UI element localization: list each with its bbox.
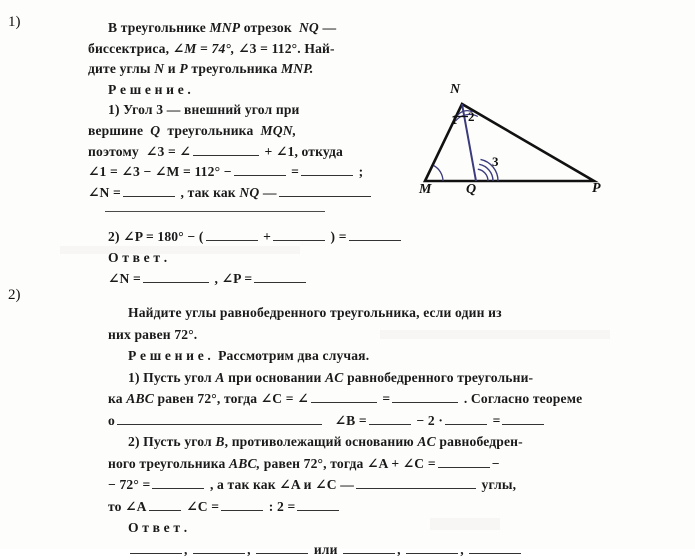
t1-l3-text-a: дите углы xyxy=(88,61,151,76)
t1-l10-close: ) = xyxy=(331,229,347,244)
t2-l5-text-b: равен 72°, тогда xyxy=(158,391,258,406)
vertex-label-m: M xyxy=(419,182,431,198)
t2-l9-angle-c: ∠C — xyxy=(315,477,354,492)
t2-l8-text-a: ного треугольника xyxy=(108,456,225,471)
t2-l6-o: о xyxy=(108,413,115,428)
t1-l3-i: и xyxy=(168,61,176,76)
t2-l4-ac: AC xyxy=(325,370,343,385)
t2-l3-text-b: Рассмотрим два случая. xyxy=(218,348,369,363)
t1-l6-q: Q xyxy=(150,123,160,138)
task2-line-8 xyxy=(108,453,668,475)
t2-l9-text-b: , а так как xyxy=(210,477,276,492)
t2-l7-ac: AC xyxy=(417,434,435,449)
t1-l10-plus: + xyxy=(263,229,271,244)
t2-l4-text-a: 1) Пусть угол xyxy=(128,370,212,385)
t1-l12-text-b: ∠P = xyxy=(222,271,253,286)
t1-l3-mnp: MNP. xyxy=(281,61,313,76)
t1-l2-text-a: биссектриса, xyxy=(88,41,169,56)
t2-l7-text-c: равнобедрен- xyxy=(439,434,522,449)
t2-l12-c2: , xyxy=(247,542,251,557)
t1-l7-text-b: + ∠1, откуда xyxy=(265,144,343,159)
t2-l9-angle-a: ∠A xyxy=(279,477,300,492)
t1-l6-text-a: вершине xyxy=(88,123,143,138)
task2-line-12 xyxy=(108,539,668,560)
task-2-body xyxy=(108,302,668,560)
blank-input[interactable] xyxy=(349,229,401,241)
blank-input[interactable] xyxy=(273,229,325,241)
t1-l1-text-b: отрезок xyxy=(244,20,292,35)
t2-l9-text-a: − 72° = xyxy=(108,477,150,492)
t2-l4-text-c: равнобедренного треугольни- xyxy=(347,370,533,385)
task2-line-9 xyxy=(108,474,668,496)
t1-l7-text-a: поэтому xyxy=(88,144,139,159)
blank-input[interactable] xyxy=(130,542,182,554)
t1-l9-text-b: , так как xyxy=(181,185,236,200)
t2-l8-text-b: равен 72°, тогда xyxy=(264,456,364,471)
task1-line-5: 1) Угол 3 — внешний угол при xyxy=(88,100,418,121)
t2-l4-text-b: при основании xyxy=(228,370,321,385)
blank-input[interactable] xyxy=(469,542,521,554)
blank-input[interactable] xyxy=(311,391,377,403)
blank-input[interactable] xyxy=(279,185,371,197)
section-divider-rule xyxy=(105,211,325,212)
triangle-svg xyxy=(398,62,688,207)
t2-l10-div: : 2 = xyxy=(269,499,296,514)
task2-line-5 xyxy=(108,388,668,410)
t2-l4-a: A xyxy=(215,370,224,385)
t2-l8-abc: ABC, xyxy=(229,456,260,471)
t2-l9-i: и xyxy=(304,477,312,492)
blank-input[interactable] xyxy=(206,229,258,241)
blank-input[interactable] xyxy=(117,413,322,425)
t2-solution-heading: Р е ш е н и е . xyxy=(128,348,211,363)
task1-line-8 xyxy=(88,162,418,183)
t2-l12-or: или xyxy=(314,542,338,557)
t1-l8-text-a: ∠1 = ∠3 − ∠M = 112° − xyxy=(88,164,232,179)
angle-label-1: 1 xyxy=(451,112,458,128)
t1-l2-angle-m: ∠M = 74°, xyxy=(173,41,235,56)
t1-l9-nq: NQ xyxy=(239,185,259,200)
t2-l5-abc: ABC xyxy=(126,391,154,406)
t2-l8-eq: ∠A + ∠C = xyxy=(367,456,436,471)
task2-answer-heading: О т в е т . xyxy=(108,517,668,539)
vertex-label-q: Q xyxy=(466,182,476,198)
angle-label-3: 3 xyxy=(492,154,499,170)
blank-input[interactable] xyxy=(438,456,490,468)
blank-input[interactable] xyxy=(193,542,245,554)
t1-l6-mqn: MQN, xyxy=(261,123,297,138)
task-1-body xyxy=(88,18,418,289)
blank-input[interactable] xyxy=(234,164,286,176)
task1-line-10 xyxy=(88,227,418,248)
blank-input[interactable] xyxy=(254,271,306,283)
t2-l7-b: B xyxy=(215,434,224,449)
t2-l5-text-c: . Согласно теореме xyxy=(464,391,582,406)
t1-l9-text-a: ∠N = xyxy=(88,185,121,200)
problem-number-2: 2) xyxy=(8,287,21,304)
vertex-label-p: P xyxy=(592,181,601,197)
blank-input[interactable] xyxy=(343,542,395,554)
angle-arc-m xyxy=(434,166,443,182)
task1-line-1 xyxy=(88,18,418,39)
task2-line-6 xyxy=(108,410,668,432)
task1-line-3 xyxy=(88,59,418,80)
blank-input[interactable] xyxy=(143,271,209,283)
blank-input[interactable] xyxy=(123,185,175,197)
blank-input[interactable] xyxy=(392,391,458,403)
t2-l5-eq: ∠C = ∠ xyxy=(261,391,309,406)
t2-l6-eq: = xyxy=(493,413,501,428)
t1-l12-comma: , xyxy=(215,271,219,286)
t1-l12-text-a: ∠N = xyxy=(108,271,141,286)
t2-l7-text-a: 2) Пусть угол xyxy=(128,434,212,449)
task1-line-9 xyxy=(88,183,418,204)
t1-l8-eq: = xyxy=(291,164,299,179)
blank-input[interactable] xyxy=(502,413,544,425)
task1-solution-heading: Р е ш е н и е . xyxy=(88,80,418,101)
blank-input[interactable] xyxy=(149,499,181,511)
task1-line-12 xyxy=(88,269,418,290)
t2-l12-c1: , xyxy=(184,542,188,557)
blank-input[interactable] xyxy=(152,477,204,489)
task1-line-2 xyxy=(88,39,418,60)
t1-l1-mnp: MNP xyxy=(209,20,240,35)
task1-line-6 xyxy=(88,121,418,142)
t1-l3-text-b: треугольника xyxy=(191,61,277,76)
task2-line-3 xyxy=(108,345,668,367)
t1-l3-p: P xyxy=(179,61,187,76)
t2-l5-text-a: ка xyxy=(108,391,123,406)
vertex-label-n: N xyxy=(450,82,460,98)
task2-line-10 xyxy=(108,496,668,518)
t2-l10-text-a: то ∠A xyxy=(108,499,147,514)
blank-input[interactable] xyxy=(221,499,263,511)
t1-l1-nq: NQ xyxy=(299,20,319,35)
blank-input[interactable] xyxy=(406,542,458,554)
t2-l9-text-c: углы, xyxy=(482,477,517,492)
task2-line-4 xyxy=(108,367,668,389)
angle-arc-q-1 xyxy=(478,169,488,181)
problem-number-1: 1) xyxy=(8,14,21,31)
blank-input[interactable] xyxy=(256,542,308,554)
t1-l3-n: N xyxy=(154,61,164,76)
blank-input[interactable] xyxy=(297,499,339,511)
t2-l8-dash: − xyxy=(492,456,500,471)
task1-line-7 xyxy=(88,142,418,163)
t1-l9-dash: — xyxy=(263,185,277,200)
rule-gap xyxy=(88,203,418,227)
task2-line-2: них равен 72°. xyxy=(108,324,668,346)
blank-input[interactable] xyxy=(445,413,487,425)
blank-input[interactable] xyxy=(301,164,353,176)
t1-l1-text-a: В треугольнике xyxy=(108,20,206,35)
t2-l12-c4: , xyxy=(460,542,464,557)
t2-l6-minus: − 2 · xyxy=(416,413,443,428)
t2-l5-eq2: = xyxy=(382,391,390,406)
t1-l10-text-a: 2) ∠P = 180° − ( xyxy=(108,229,204,244)
t1-l6-text-b: треугольника xyxy=(167,123,253,138)
angle-label-2: 2 xyxy=(468,109,475,125)
t1-l8-semicolon: ; xyxy=(359,164,364,179)
t2-l6-angle-b: ∠B = xyxy=(335,413,367,428)
angle-arc-q-2 xyxy=(479,164,493,181)
t1-l2-angle-3: ∠3 = 112°. xyxy=(238,41,301,56)
blank-input[interactable] xyxy=(356,477,476,489)
t2-l10-angle-c: ∠C = xyxy=(186,499,219,514)
triangle-figure xyxy=(398,62,688,207)
t1-l7-eq: ∠3 = ∠ xyxy=(146,144,191,159)
task1-answer-heading: О т в е т . xyxy=(88,248,418,269)
task2-line-1: Найдите углы равнобедренного треугольника, если один из xyxy=(108,302,668,324)
t1-l1-dash: — xyxy=(322,20,336,35)
blank-input[interactable] xyxy=(193,144,259,156)
task2-line-7 xyxy=(108,431,668,453)
t1-l2-text-b: Най- xyxy=(304,41,334,56)
t2-l12-c3: , xyxy=(397,542,401,557)
blank-input[interactable] xyxy=(369,413,411,425)
t2-l7-text-b: , противолежащий основанию xyxy=(225,434,414,449)
